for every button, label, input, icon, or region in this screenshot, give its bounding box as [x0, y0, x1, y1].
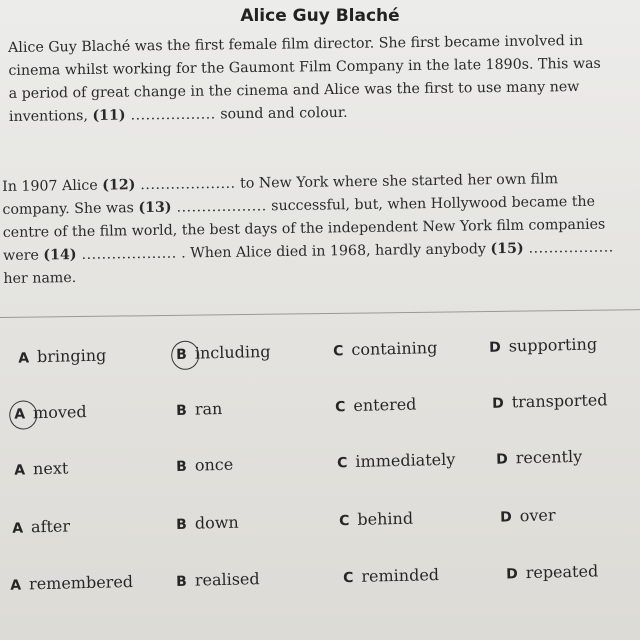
option-text: after [30, 516, 71, 537]
gap-number-13: (13) [138, 199, 172, 217]
option-letter: B [176, 402, 188, 420]
option-row-15 [0, 560, 640, 605]
option-text: down [194, 512, 239, 533]
text-segment: . When Alice died in 1968, hardly anybody [176, 241, 491, 262]
option-12-b[interactable] [176, 399, 223, 419]
option-12-d[interactable] [492, 390, 608, 412]
option-12-c[interactable] [335, 395, 417, 416]
gap-number-14: (14) [43, 246, 77, 264]
option-text: behind [357, 508, 414, 529]
text-segment: In 1907 Alice [2, 177, 103, 195]
option-letter: D [488, 339, 501, 356]
option-14-b[interactable] [176, 513, 239, 533]
option-letter: C [334, 399, 346, 416]
gap-blank-12: ................... [135, 175, 236, 194]
option-13-b[interactable] [176, 455, 233, 475]
section-divider [0, 309, 640, 318]
text-segment: company. She was [2, 200, 139, 218]
gap-number-11: (11) [92, 107, 126, 124]
gap-number-15: (15) [490, 240, 524, 258]
option-letter: A [10, 577, 22, 594]
option-text: entered [353, 394, 417, 415]
option-text: supporting [508, 334, 598, 356]
option-14-c[interactable] [339, 509, 413, 530]
option-text: bringing [36, 345, 107, 367]
text-segment: successful, but, when Hollywood became the [266, 193, 596, 215]
gap-number-12: (12) [102, 177, 136, 194]
option-text: remembered [28, 571, 134, 594]
option-11-d[interactable] [489, 334, 597, 355]
option-14-a[interactable] [12, 516, 70, 536]
option-13-a[interactable] [14, 458, 68, 478]
paragraph-1-line-1: Alice Guy Blaché was the first female film director. She first became involved in [8, 32, 584, 56]
option-text: recently [515, 446, 583, 468]
option-letter: D [495, 451, 508, 468]
option-12-a[interactable] [14, 402, 87, 423]
option-row-14 [0, 503, 640, 548]
gap-blank-13: .................. [171, 198, 267, 216]
option-11-b[interactable] [176, 342, 271, 363]
option-letter: B [176, 458, 188, 476]
paragraph-1-line-2: cinema whilst working for the Gaumont Film Company in the late 1890s. This was [8, 55, 601, 79]
answer-options [0, 334, 640, 638]
gap-blank-15: ................. [523, 239, 614, 257]
option-text: containing [351, 338, 438, 360]
option-letter: A [14, 462, 26, 479]
text-segment: to New York where she started her own film [235, 171, 559, 192]
option-row-13 [0, 445, 640, 490]
option-text: reminded [361, 565, 440, 586]
option-text: moved [32, 402, 87, 423]
option-text: repeated [525, 561, 599, 583]
page-title: Alice Guy Blaché [240, 6, 400, 26]
option-15-a[interactable] [10, 572, 133, 594]
gap-blank-14: ................... [76, 245, 177, 263]
option-text: transported [511, 390, 608, 412]
option-15-c[interactable] [343, 565, 439, 586]
option-letter: B [176, 573, 188, 591]
option-15-b[interactable] [176, 569, 260, 590]
gap-blank-11: ................. [125, 106, 216, 124]
option-letter: B [176, 516, 188, 534]
option-text: including [194, 341, 271, 363]
option-text: once [194, 454, 234, 475]
option-row-12 [0, 389, 640, 434]
option-13-d[interactable] [496, 447, 582, 468]
option-text: next [32, 458, 69, 479]
option-letter: D [491, 395, 504, 412]
option-11-a[interactable] [18, 346, 106, 367]
option-text: realised [194, 569, 260, 590]
option-letter: C [338, 513, 350, 530]
text-segment: inventions, [8, 107, 93, 125]
option-letter: C [342, 569, 354, 587]
option-letter: D [499, 509, 512, 526]
paragraph-2-line-5: her name. [3, 269, 77, 287]
paragraph-1-line-3: a period of great change in the cinema and Alice was the first to use many new [8, 79, 580, 102]
text-segment: were [3, 247, 44, 264]
option-13-c[interactable] [337, 450, 456, 472]
option-letter: A [12, 520, 24, 537]
paragraph-1 [8, 29, 635, 129]
paragraph-2 [2, 167, 640, 291]
circled-answer-mark: B [176, 346, 188, 364]
option-15-d[interactable] [506, 561, 599, 582]
option-letter: D [505, 566, 518, 583]
option-11-c[interactable] [333, 338, 438, 359]
option-row-11 [0, 333, 640, 378]
option-letter: C [336, 455, 348, 472]
option-text: immediately [355, 449, 456, 471]
option-text: over [519, 505, 556, 526]
paragraph-2-line-3: centre of the film world, the best days of the independent New York film companies [2, 216, 606, 241]
option-letter: C [332, 343, 344, 360]
option-letter: A [18, 350, 30, 367]
circled-answer-mark: A [14, 406, 26, 423]
text-segment: sound and colour. [215, 104, 348, 123]
option-14-d[interactable] [500, 505, 556, 525]
option-text: ran [194, 398, 223, 419]
